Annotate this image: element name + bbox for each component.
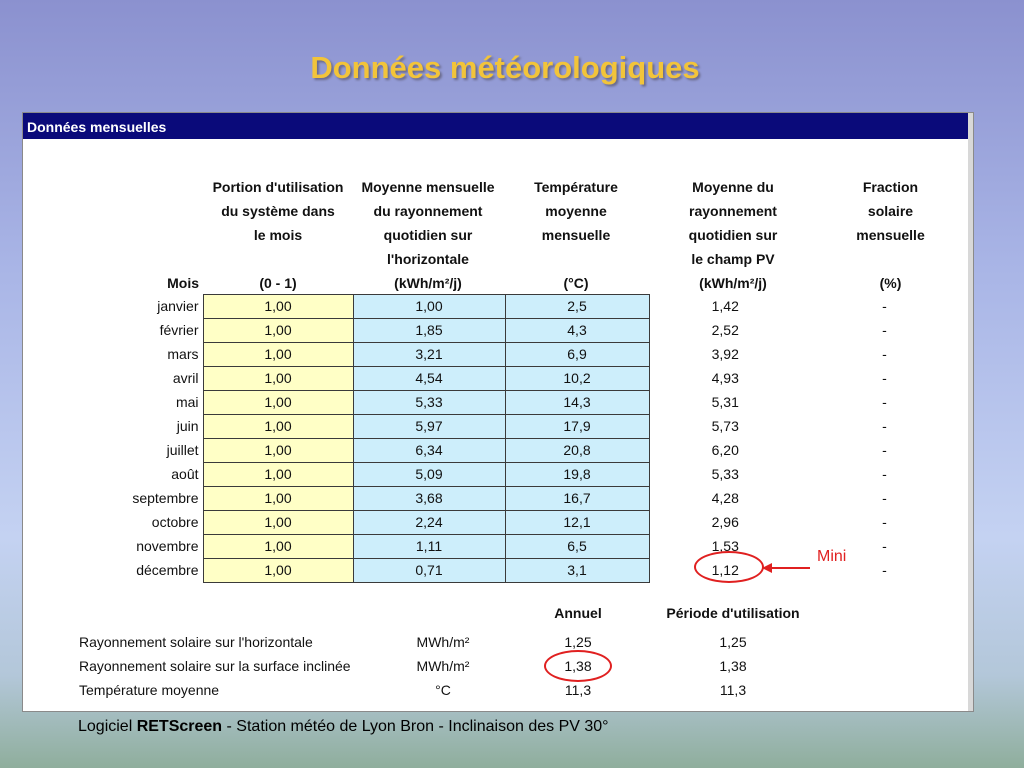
- champ-pv-cell: 5,31: [711, 394, 739, 410]
- month-cell: août: [171, 466, 199, 482]
- mois-label: Mois: [167, 275, 199, 291]
- champ-pv-cell: 4,93: [711, 370, 739, 386]
- temperature-cell: 12,1: [505, 511, 649, 535]
- table-row: [23, 439, 968, 463]
- column-header-temperature: Température moyenne mensuelle: [534, 179, 618, 243]
- column-header-champ-pv: Moyenne du rayonnement quotidien sur le champ PV: [688, 179, 778, 267]
- champ-pv-cell: 1,42: [711, 298, 739, 314]
- month-cell: décembre: [136, 562, 199, 578]
- fraction-cell: -: [882, 394, 887, 410]
- temperature-cell: 20,8: [505, 439, 649, 463]
- champ-pv-cell: 4,28: [711, 490, 739, 506]
- month-cell: juillet: [166, 442, 199, 458]
- table-row: [23, 343, 968, 367]
- monthly-data-table: [23, 294, 969, 583]
- monthly-data-panel: [22, 112, 974, 712]
- champ-pv-cell: 1,53: [711, 538, 739, 554]
- rayonnement-cell: 3,21: [353, 343, 505, 367]
- summary-periode: 1,25: [719, 634, 747, 650]
- rayonnement-cell: 1,85: [353, 319, 505, 343]
- temperature-cell: 3,1: [505, 559, 649, 583]
- table-row: [23, 391, 968, 415]
- rayonnement-cell: 0,71: [353, 559, 505, 583]
- summary-periode: 11,3: [719, 682, 747, 698]
- summary-label: Rayonnement solaire sur la surface inclinée: [79, 658, 351, 674]
- rayonnement-cell: 1,00: [353, 295, 505, 319]
- rayonnement-cell: 1,11: [353, 535, 505, 559]
- table-row: [23, 463, 968, 487]
- summary-annuel: 1,38: [564, 658, 592, 674]
- summary-periode: 1,38: [719, 658, 747, 674]
- table-row: [23, 319, 968, 343]
- panel-header: Données mensuelles: [23, 113, 968, 139]
- month-cell: mai: [175, 394, 199, 410]
- temperature-cell: 14,3: [505, 391, 649, 415]
- rayonnement-cell: 6,34: [353, 439, 505, 463]
- temperature-cell: 4,3: [505, 319, 649, 343]
- fraction-cell: -: [882, 514, 887, 530]
- temperature-cell: 16,7: [505, 487, 649, 511]
- portion-cell: 1,00: [203, 343, 353, 367]
- summary-header-annuel: Annuel: [554, 605, 602, 621]
- temperature-cell: 6,5: [505, 535, 649, 559]
- highlight-ring-annuel: [544, 650, 612, 682]
- temperature-cell: 10,2: [505, 367, 649, 391]
- fraction-cell: -: [882, 346, 887, 362]
- fraction-cell: -: [882, 298, 887, 314]
- month-cell: juin: [176, 418, 199, 434]
- summary-row: [23, 679, 968, 701]
- column-header-rayonnement: Moyenne mensuelle du rayonnement quotidien sur l'horizontale: [361, 179, 495, 267]
- month-cell: novembre: [136, 538, 199, 554]
- month-cell: janvier: [157, 298, 199, 314]
- arrow-icon: [760, 560, 812, 576]
- summary-unit: MWh/m²: [416, 658, 470, 674]
- portion-cell: 1,00: [203, 463, 353, 487]
- portion-cell: 1,00: [203, 487, 353, 511]
- table-row: [23, 415, 968, 439]
- table-row: [23, 487, 968, 511]
- slide-title: Données météorologiques: [310, 50, 700, 85]
- month-cell: février: [159, 322, 199, 338]
- rayonnement-cell: 5,09: [353, 463, 505, 487]
- unit-champ-pv: (kWh/m²/j): [699, 275, 767, 291]
- portion-cell: 1,00: [203, 559, 353, 583]
- portion-cell: 1,00: [203, 367, 353, 391]
- month-cell: mars: [167, 346, 199, 362]
- highlight-ring-mini: [694, 551, 764, 583]
- panel-scrollbar[interactable]: [968, 113, 973, 711]
- champ-pv-cell: 5,33: [711, 466, 739, 482]
- portion-cell: 1,00: [203, 319, 353, 343]
- champ-pv-cell: 3,92: [711, 346, 739, 362]
- fraction-cell: -: [882, 418, 887, 434]
- footer-caption: [78, 718, 609, 736]
- fraction-cell: -: [882, 538, 887, 554]
- fraction-cell: -: [882, 490, 887, 506]
- footer-software: RETScreen: [136, 718, 223, 735]
- unit-fraction: (%): [879, 275, 902, 291]
- table-row: [23, 295, 968, 319]
- summary-label: Rayonnement solaire sur l'horizontale: [79, 634, 313, 650]
- portion-cell: 1,00: [203, 535, 353, 559]
- portion-cell: 1,00: [203, 415, 353, 439]
- champ-pv-cell: 2,52: [711, 322, 739, 338]
- fraction-cell: -: [882, 322, 887, 338]
- portion-cell: 1,00: [203, 295, 353, 319]
- table-row: [23, 511, 968, 535]
- temperature-cell: 6,9: [505, 343, 649, 367]
- rayonnement-cell: 5,97: [353, 415, 505, 439]
- column-header-fraction: Fraction solaire mensuelle: [856, 179, 925, 243]
- rayonnement-cell: 4,54: [353, 367, 505, 391]
- champ-pv-cell: 6,20: [711, 442, 739, 458]
- champ-pv-cell: 1,12: [711, 562, 739, 578]
- unit-rayonnement: (kWh/m²/j): [394, 275, 462, 291]
- month-cell: avril: [172, 370, 199, 386]
- temperature-cell: 19,8: [505, 463, 649, 487]
- summary-annuel: 11,3: [564, 682, 592, 698]
- temperature-cell: 2,5: [505, 295, 649, 319]
- rayonnement-cell: 5,33: [353, 391, 505, 415]
- summary-unit: MWh/m²: [416, 634, 470, 650]
- summary-header-periode: Période d'utilisation: [666, 605, 800, 621]
- summary-row: [23, 655, 968, 677]
- footer-suffix: - Station météo de Lyon Bron - Inclinaison des PV 30°: [222, 718, 609, 735]
- summary-annuel: 1,25: [564, 634, 592, 650]
- portion-cell: 1,00: [203, 511, 353, 535]
- column-header-portion: Portion d'utilisation du système dans le mois: [212, 179, 344, 243]
- rayonnement-cell: 2,24: [353, 511, 505, 535]
- champ-pv-cell: 2,96: [711, 514, 739, 530]
- portion-cell: 1,00: [203, 439, 353, 463]
- fraction-cell: -: [882, 442, 887, 458]
- summary-label: Température moyenne: [79, 682, 220, 698]
- summary-row: [23, 631, 968, 653]
- unit-portion: (0 - 1): [259, 275, 297, 291]
- fraction-cell: -: [882, 466, 887, 482]
- portion-cell: 1,00: [203, 391, 353, 415]
- summary-unit: °C: [435, 682, 451, 698]
- month-cell: octobre: [151, 514, 199, 530]
- footer-prefix: Logiciel: [78, 718, 137, 735]
- table-row: [23, 367, 968, 391]
- champ-pv-cell: 5,73: [711, 418, 739, 434]
- fraction-cell: -: [882, 562, 887, 578]
- unit-temperature: (°C): [563, 275, 589, 291]
- temperature-cell: 17,9: [505, 415, 649, 439]
- rayonnement-cell: 3,68: [353, 487, 505, 511]
- fraction-cell: -: [882, 370, 887, 386]
- mini-label: Mini: [817, 548, 847, 565]
- month-cell: septembre: [132, 490, 199, 506]
